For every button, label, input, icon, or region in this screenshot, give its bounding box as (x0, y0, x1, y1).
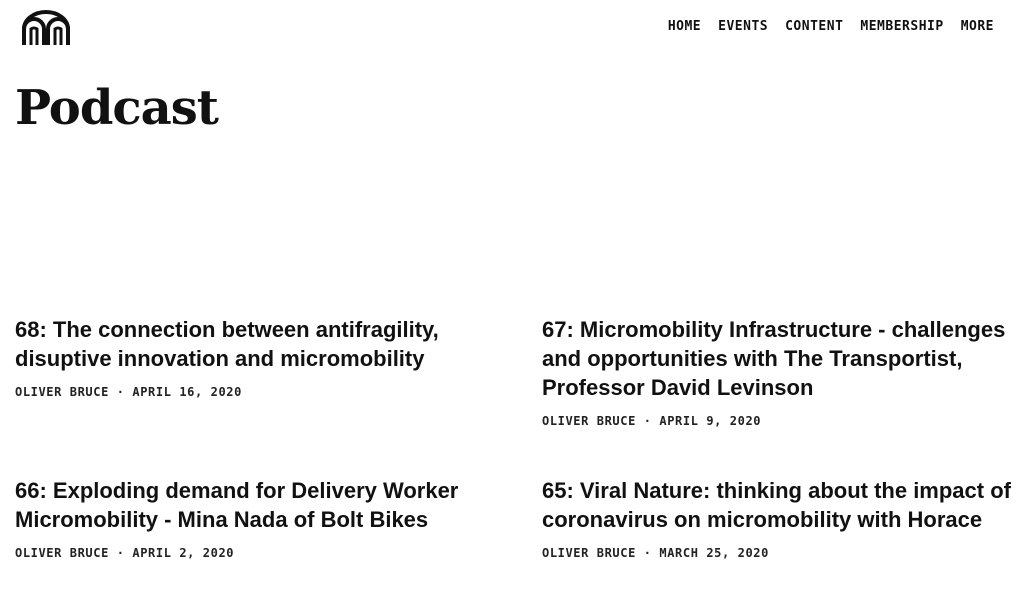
nav-item-home[interactable]: HOME (667, 19, 702, 34)
meta-separator: · (116, 385, 125, 399)
post-author[interactable]: OLIVER BRUCE (542, 414, 636, 428)
post-date: APRIL 16, 2020 (132, 385, 242, 399)
post-title[interactable]: 68: The connection between antifragility, disuptive innovation and micromobility (15, 317, 439, 371)
post-date: MARCH 25, 2020 (659, 546, 769, 560)
post-title[interactable]: 67: Micromobility Infrastructure - challenges and opportunities with The Transportist, Professor David Levinson (542, 317, 1006, 400)
post-title[interactable]: 66: Exploding demand for Delivery Worker Micromobility - Mina Nada of Bolt Bikes (15, 478, 459, 532)
nav-item-membership[interactable]: MEMBERSHIP (860, 19, 944, 34)
meta-separator: · (116, 546, 125, 560)
micromobility-logo-icon[interactable] (21, 10, 71, 46)
page-title: Podcast (15, 80, 218, 136)
post-meta (15, 385, 495, 399)
post-date: APRIL 9, 2020 (659, 414, 762, 428)
post-date: APRIL 2, 2020 (132, 546, 235, 560)
post-card (542, 315, 1022, 428)
post-meta (542, 546, 1022, 560)
nav-item-events[interactable]: EVENTS (718, 19, 769, 34)
post-author[interactable]: OLIVER BRUCE (15, 546, 109, 560)
post-meta (15, 546, 495, 560)
meta-separator: · (643, 546, 652, 560)
main-nav (668, 19, 994, 34)
post-card (15, 476, 495, 560)
post-meta (542, 414, 1022, 428)
post-author[interactable]: OLIVER BRUCE (15, 385, 109, 399)
nav-item-more[interactable]: MORE (960, 19, 994, 34)
nav-item-content[interactable]: CONTENT (785, 19, 844, 34)
post-card (15, 315, 495, 399)
post-card (542, 476, 1022, 560)
post-title[interactable]: 65: Viral Nature: thinking about the impact of coronavirus on micromobility with Horace (542, 478, 1011, 532)
post-author[interactable]: OLIVER BRUCE (542, 546, 636, 560)
meta-separator: · (643, 414, 652, 428)
